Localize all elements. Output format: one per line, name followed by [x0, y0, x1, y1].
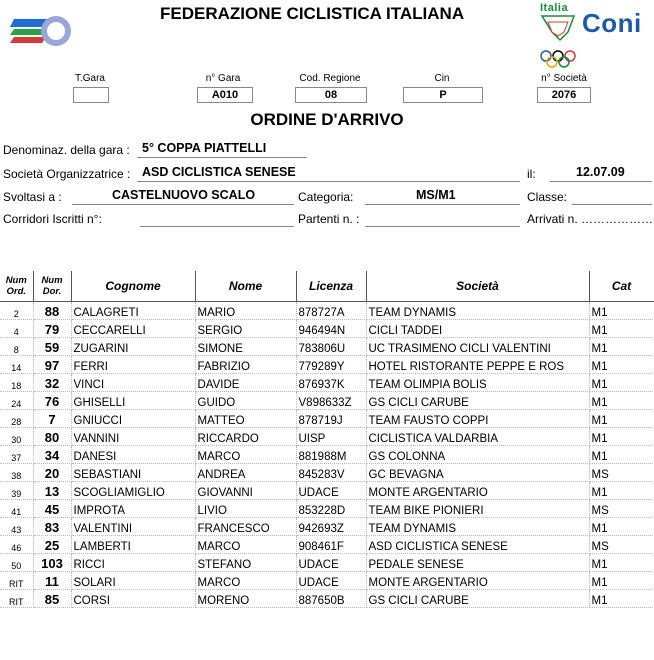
categoria-underline	[365, 204, 520, 205]
page-title: ORDINE D'ARRIVO	[250, 110, 404, 129]
cell-cognome: SOLARI	[71, 572, 195, 590]
n-gara-value: A010	[197, 87, 253, 103]
cell-societa: GS COLONNA	[366, 446, 589, 464]
cell-societa: CICLISTICA VALDARBIA	[366, 428, 589, 446]
cell-cat: M1	[589, 302, 654, 320]
cell-licenza: 783806U	[296, 338, 366, 356]
cell-num-dor: 34	[33, 446, 71, 464]
cell-cognome: FERRI	[71, 356, 195, 374]
cell-societa: TEAM DYNAMIS	[366, 518, 589, 536]
cell-licenza: 878719J	[296, 410, 366, 428]
cell-cat: M1	[589, 338, 654, 356]
cell-cognome: CALAGRETI	[71, 302, 195, 320]
cell-cognome: RICCI	[71, 554, 195, 572]
denominazione-label: Denominaz. della gara :	[3, 143, 130, 157]
cell-nome: LIVIO	[195, 500, 296, 518]
col-header-societa: Società	[366, 271, 589, 302]
cell-cognome: IMPROTA	[71, 500, 195, 518]
cell-cat: MS	[589, 464, 654, 482]
cell-societa: TEAM OLIMPIA BOLIS	[366, 374, 589, 392]
partenti-underline	[365, 226, 520, 227]
cell-societa: CICLI TADDEI	[366, 320, 589, 338]
table-row	[0, 302, 654, 320]
cell-licenza: UDACE	[296, 572, 366, 590]
cell-nome: RICCARDO	[195, 428, 296, 446]
coni-wordmark: Coni	[582, 8, 642, 38]
arrivati-label: Arrivati n. ………………	[527, 212, 654, 226]
table-row	[0, 320, 654, 338]
table-row	[0, 410, 654, 428]
cell-cat: M1	[589, 374, 654, 392]
table-row	[0, 554, 654, 572]
cell-licenza: 853228D	[296, 500, 366, 518]
cin-label: Cin	[434, 73, 450, 84]
il-value: 12.07.09	[576, 165, 625, 179]
cell-societa: GS CICLI CARUBE	[366, 590, 589, 608]
table-row	[0, 572, 654, 590]
cell-societa: MONTE ARGENTARIO	[366, 482, 589, 500]
cell-licenza: UDACE	[296, 554, 366, 572]
cod-regione-value: 08	[295, 87, 367, 103]
cell-societa: HOTEL RISTORANTE PEPPE E ROS	[366, 356, 589, 374]
cell-cognome: SCOGLIAMIGLIO	[71, 482, 195, 500]
cell-num-dor: 59	[33, 338, 71, 356]
cell-cat: M1	[589, 320, 654, 338]
cell-num-ord: 24	[0, 392, 33, 410]
cell-societa: TEAM DYNAMIS	[366, 302, 589, 320]
cell-num-dor: 11	[33, 572, 71, 590]
cell-nome: MARCO	[195, 536, 296, 554]
cell-num-dor: 20	[33, 464, 71, 482]
cell-licenza: V898633Z	[296, 392, 366, 410]
table-row	[0, 428, 654, 446]
societa-label: Società Organizzatrice :	[3, 167, 131, 181]
table-row	[0, 392, 654, 410]
cell-num-dor: 13	[33, 482, 71, 500]
cell-num-dor: 79	[33, 320, 71, 338]
col-header-num-dor: Num Dor.	[33, 271, 71, 302]
cell-nome: DAVIDE	[195, 374, 296, 392]
cell-licenza: UISP	[296, 428, 366, 446]
cod-regione-label: Cod. Regione	[299, 73, 361, 84]
cell-num-dor: 103	[33, 554, 71, 572]
cell-cognome: GNIUCCI	[71, 410, 195, 428]
cell-cognome: GHISELLI	[71, 392, 195, 410]
federation-title: FEDERAZIONE CICLISTICA ITALIANA	[160, 4, 465, 23]
t-gara-label: T.Gara	[74, 73, 105, 84]
classe-label: Classe:	[527, 190, 568, 204]
cell-num-dor: 83	[33, 518, 71, 536]
cell-societa: ASD CICLISTICA SENESE	[366, 536, 589, 554]
cell-cognome: ZUGARINI	[71, 338, 195, 356]
cell-cat: M1	[589, 410, 654, 428]
cell-cognome: CECCARELLI	[71, 320, 195, 338]
cell-num-ord: 18	[0, 374, 33, 392]
denominazione-underline	[137, 157, 307, 158]
cell-num-dor: 32	[33, 374, 71, 392]
categoria-label: Categoria:	[298, 190, 354, 204]
svoltasi-label: Svoltasi a :	[3, 190, 62, 204]
results-table	[0, 271, 654, 608]
cell-societa: GS CICLI CARUBE	[366, 392, 589, 410]
table-header-row	[0, 271, 654, 302]
cell-nome: SIMONE	[195, 338, 296, 356]
table-row	[0, 356, 654, 374]
cell-nome: SERGIO	[195, 320, 296, 338]
cell-num-dor: 45	[33, 500, 71, 518]
cell-cat: MS	[589, 500, 654, 518]
cell-cat: M1	[589, 572, 654, 590]
cell-num-dor: 80	[33, 428, 71, 446]
il-label: il:	[527, 167, 536, 181]
coni-italia-text: Italia	[540, 2, 569, 14]
n-societa-label: n° Società	[541, 73, 587, 84]
table-row	[0, 464, 654, 482]
corridori-underline	[140, 226, 294, 227]
cell-num-ord: 46	[0, 536, 33, 554]
cell-nome: MATTEO	[195, 410, 296, 428]
table-row	[0, 338, 654, 356]
table-row	[0, 482, 654, 500]
cell-licenza: 878727A	[296, 302, 366, 320]
cell-num-ord: 37	[0, 446, 33, 464]
corridori-label: Corridori Iscritti n°:	[3, 212, 102, 226]
n-gara-label: n° Gara	[205, 73, 241, 84]
cell-num-ord: 2	[0, 302, 33, 320]
fci-logo-icon	[10, 15, 74, 49]
table-row	[0, 518, 654, 536]
societa-value: ASD CICLISTICA SENESE	[142, 165, 296, 179]
cell-num-dor: 85	[33, 590, 71, 608]
cell-societa: MONTE ARGENTARIO	[366, 572, 589, 590]
cell-nome: MARCO	[195, 572, 296, 590]
cell-cat: M1	[589, 446, 654, 464]
cell-cognome: VALENTINI	[71, 518, 195, 536]
col-header-num-ord: Num Ord.	[0, 271, 33, 302]
cin-value: P	[403, 87, 483, 103]
cell-cognome: CORSI	[71, 590, 195, 608]
categoria-value: MS/M1	[416, 188, 456, 202]
cell-societa: GC BEVAGNA	[366, 464, 589, 482]
cell-licenza: 942693Z	[296, 518, 366, 536]
cell-societa: TEAM FAUSTO COPPI	[366, 410, 589, 428]
cell-nome: MARIO	[195, 302, 296, 320]
cell-licenza: 887650B	[296, 590, 366, 608]
il-underline	[550, 181, 652, 182]
cell-cognome: VINCI	[71, 374, 195, 392]
classe-underline	[572, 204, 652, 205]
cell-num-ord: 14	[0, 356, 33, 374]
cell-num-dor: 76	[33, 392, 71, 410]
cell-nome: FABRIZIO	[195, 356, 296, 374]
cell-num-ord: 39	[0, 482, 33, 500]
cell-licenza: 946494N	[296, 320, 366, 338]
table-row	[0, 536, 654, 554]
col-header-licenza: Licenza	[296, 271, 366, 302]
cell-licenza: UDACE	[296, 482, 366, 500]
cell-nome: ANDREA	[195, 464, 296, 482]
cell-num-ord: 30	[0, 428, 33, 446]
cell-cognome: VANNINI	[71, 428, 195, 446]
cell-cat: M1	[589, 554, 654, 572]
table-row	[0, 446, 654, 464]
cell-cat: M1	[589, 356, 654, 374]
col-header-cognome: Cognome	[71, 271, 195, 302]
cell-num-ord: 41	[0, 500, 33, 518]
cell-licenza: 876937K	[296, 374, 366, 392]
cell-nome: GIOVANNI	[195, 482, 296, 500]
cell-cat: M1	[589, 518, 654, 536]
cell-nome: MARCO	[195, 446, 296, 464]
col-header-nome: Nome	[195, 271, 296, 302]
cell-num-ord: 28	[0, 410, 33, 428]
svoltasi-value: CASTELNUOVO SCALO	[112, 188, 256, 202]
n-societa-value: 2076	[537, 87, 591, 103]
denominazione-value: 5° COPPA PIATTELLI	[142, 141, 267, 155]
cell-cognome: DANESI	[71, 446, 195, 464]
cell-num-ord: 38	[0, 464, 33, 482]
cell-num-dor: 7	[33, 410, 71, 428]
cell-societa: PEDALE SENESE	[366, 554, 589, 572]
t-gara-value	[73, 87, 109, 103]
coni-olympic-rings-icon	[538, 14, 578, 76]
partenti-label: Partenti n. :	[298, 212, 360, 226]
cell-cat: MS	[589, 536, 654, 554]
cell-societa: TEAM BIKE PIONIERI	[366, 500, 589, 518]
cell-licenza: 845283V	[296, 464, 366, 482]
cell-cat: M1	[589, 428, 654, 446]
cell-cat: M1	[589, 392, 654, 410]
table-row	[0, 590, 654, 608]
cell-num-ord: 8	[0, 338, 33, 356]
cell-cognome: LAMBERTI	[71, 536, 195, 554]
col-header-cat: Cat	[589, 271, 654, 302]
societa-underline	[137, 181, 520, 182]
cell-num-dor: 88	[33, 302, 71, 320]
cell-nome: MORENO	[195, 590, 296, 608]
cell-cognome: SEBASTIANI	[71, 464, 195, 482]
cell-num-dor: 25	[33, 536, 71, 554]
cell-num-ord: 50	[0, 554, 33, 572]
cell-nome: STEFANO	[195, 554, 296, 572]
svoltasi-underline	[72, 204, 294, 205]
cell-licenza: 779289Y	[296, 356, 366, 374]
cell-nome: GUIDO	[195, 392, 296, 410]
cell-licenza: 908461F	[296, 536, 366, 554]
cell-nome: FRANCESCO	[195, 518, 296, 536]
cell-num-ord: 43	[0, 518, 33, 536]
cell-cat: M1	[589, 482, 654, 500]
table-row	[0, 500, 654, 518]
cell-licenza: 881988M	[296, 446, 366, 464]
cell-num-ord: RIT	[0, 590, 33, 608]
cell-num-ord: RIT	[0, 572, 33, 590]
table-row	[0, 374, 654, 392]
cell-num-dor: 97	[33, 356, 71, 374]
cell-societa: UC TRASIMENO CICLI VALENTINI	[366, 338, 589, 356]
cell-cat: M1	[589, 590, 654, 608]
cell-num-ord: 4	[0, 320, 33, 338]
